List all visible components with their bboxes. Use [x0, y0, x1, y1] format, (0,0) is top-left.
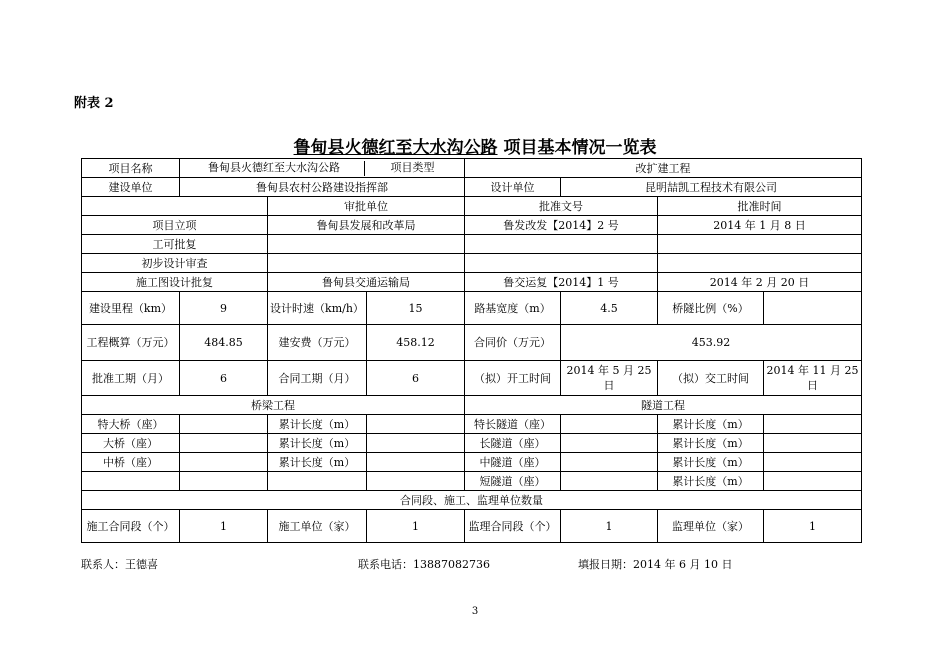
cell-value: 9	[180, 292, 268, 325]
cell-header: 隧道工程	[465, 396, 862, 415]
cell-value: 2014 年 1 月 8 日	[658, 216, 862, 235]
cell-label: 长隧道（座）	[465, 434, 561, 453]
cell-value	[180, 415, 268, 434]
cell-value: 4.5	[561, 292, 658, 325]
row-bridge-tunnel	[82, 472, 862, 491]
cell-value: 鲁甸县火德红至大水沟公路 项目类型	[180, 159, 465, 178]
row-approval	[82, 273, 862, 292]
cell-value	[764, 453, 862, 472]
attachment-label: 附表 2	[74, 96, 114, 111]
cell-label: 施工单位（家）	[268, 510, 367, 543]
row-metrics	[82, 292, 862, 325]
row-bridge-tunnel-header	[82, 396, 862, 415]
cell-header: 合同段、施工、监理单位数量	[82, 491, 862, 510]
cell-value: 6	[180, 361, 268, 396]
cell-label: 累计长度（m）	[268, 453, 367, 472]
cell-value	[561, 415, 658, 434]
cell-label: （拟）开工时间	[465, 361, 561, 396]
cell-value: 1	[561, 510, 658, 543]
cell-value: 458.12	[367, 325, 465, 361]
cell-label: 短隧道（座）	[465, 472, 561, 491]
contact-person: 联系人：王德喜	[81, 558, 158, 571]
cell-value: 鲁甸县农村公路建设指挥部	[180, 178, 465, 197]
cell-label: 建安费（万元）	[268, 325, 367, 361]
cell-value: 15	[367, 292, 465, 325]
cell-value: 2014 年 5 月 25 日	[561, 361, 658, 396]
cell-value	[561, 472, 658, 491]
cell-empty	[465, 235, 658, 254]
cell-value: 1	[180, 510, 268, 543]
cell-empty	[658, 235, 862, 254]
cell-value: 鲁甸县交通运输局	[268, 273, 465, 292]
cell-value: 6	[367, 361, 465, 396]
cell-header: 批准文号	[465, 197, 658, 216]
cell-value	[764, 415, 862, 434]
cell-label: 初步设计审查	[82, 254, 268, 273]
cell-value: 鲁发改发【2014】2 号	[465, 216, 658, 235]
cell-label: 工可批复	[82, 235, 268, 254]
cell-value	[561, 434, 658, 453]
title-project-name: 鲁甸县火德红至大水沟公路	[293, 138, 498, 158]
row-bridge-tunnel	[82, 453, 862, 472]
row-units-header	[82, 491, 862, 510]
cell-value: 2014 年 2 月 20 日	[658, 273, 862, 292]
project-info-table	[81, 158, 862, 543]
cell-label: 累计长度（m）	[658, 415, 764, 434]
title-rest: 项目基本情况一览表	[497, 138, 657, 158]
cell-empty	[82, 197, 268, 216]
row-units	[82, 510, 862, 543]
cell-value: 改扩建工程	[465, 159, 862, 178]
cell-label: 设计单位	[465, 178, 561, 197]
row-bridge-tunnel	[82, 415, 862, 434]
cell-value: 鲁交运复【2014】1 号	[465, 273, 658, 292]
cell-value	[367, 415, 465, 434]
cell-empty	[268, 472, 367, 491]
cell-label: 累计长度（m）	[658, 434, 764, 453]
cell-value: 2014 年 11 月 25 日	[764, 361, 862, 396]
row-schedule	[82, 361, 862, 396]
row-budget	[82, 325, 862, 361]
row-builder	[82, 178, 862, 197]
row-approval	[82, 235, 862, 254]
cell-label: 中桥（座）	[82, 453, 180, 472]
cell-label: 特大桥（座）	[82, 415, 180, 434]
cell-label: 累计长度（m）	[658, 453, 764, 472]
cell-value	[180, 434, 268, 453]
cell-label: 监理合同段（个）	[465, 510, 561, 543]
cell-value	[180, 453, 268, 472]
cell-label: 累计长度（m）	[658, 472, 764, 491]
cell-label: 合同价（万元）	[465, 325, 561, 361]
cell-value	[367, 453, 465, 472]
cell-value	[764, 472, 862, 491]
cell-header: 桥梁工程	[82, 396, 465, 415]
cell-value	[367, 434, 465, 453]
cell-label: 路基宽度（m）	[465, 292, 561, 325]
cell-header: 批准时间	[658, 197, 862, 216]
row-approval	[82, 254, 862, 273]
cell-label: 建设里程（km）	[82, 292, 180, 325]
cell-label: 特长隧道（座）	[465, 415, 561, 434]
cell-label: 合同工期（月）	[268, 361, 367, 396]
cell-empty	[268, 254, 465, 273]
cell-empty	[82, 472, 180, 491]
cell-label: 批准工期（月）	[82, 361, 180, 396]
page-number: 3	[471, 606, 479, 617]
cell-label: 设计时速（km/h）	[268, 292, 367, 325]
cell-label: 桥隧比例（%）	[658, 292, 764, 325]
document-title	[0, 133, 950, 158]
cell-empty	[465, 254, 658, 273]
cell-label: 大桥（座）	[82, 434, 180, 453]
cell-label: 建设单位	[82, 178, 180, 197]
cell-empty	[268, 235, 465, 254]
cell-label: 监理单位（家）	[658, 510, 764, 543]
cell-header: 审批单位	[268, 197, 465, 216]
report-date: 填报日期：2014 年 6 月 10 日	[578, 558, 733, 571]
row-approval	[82, 216, 862, 235]
cell-label: 施工图设计批复	[82, 273, 268, 292]
cell-empty	[367, 472, 465, 491]
cell-value	[764, 292, 862, 325]
cell-label: 项目类型	[390, 161, 435, 175]
cell-label: 项目立项	[82, 216, 268, 235]
cell-empty	[180, 472, 268, 491]
row-approval-header	[82, 197, 862, 216]
cell-value: 453.92	[561, 325, 862, 361]
cell-label: 项目名称	[82, 159, 180, 178]
row-project-name	[82, 159, 862, 178]
contact-phone: 联系电话：13887082736	[358, 558, 490, 571]
cell-label: 中隧道（座）	[465, 453, 561, 472]
cell-value: 昆明喆凯工程技术有限公司	[561, 178, 862, 197]
cell-value	[561, 453, 658, 472]
cell-label: 工程概算（万元）	[82, 325, 180, 361]
row-bridge-tunnel	[82, 434, 862, 453]
cell-value	[764, 434, 862, 453]
cell-value: 鲁甸县发展和改革局	[268, 216, 465, 235]
cell-label: 施工合同段（个）	[82, 510, 180, 543]
cell-label: 累计长度（m）	[268, 415, 367, 434]
cell-value: 1	[367, 510, 465, 543]
cell-value: 1	[764, 510, 862, 543]
cell-empty	[658, 254, 862, 273]
cell-label: 累计长度（m）	[268, 434, 367, 453]
cell-label: （拟）交工时间	[658, 361, 764, 396]
cell-value: 484.85	[180, 325, 268, 361]
